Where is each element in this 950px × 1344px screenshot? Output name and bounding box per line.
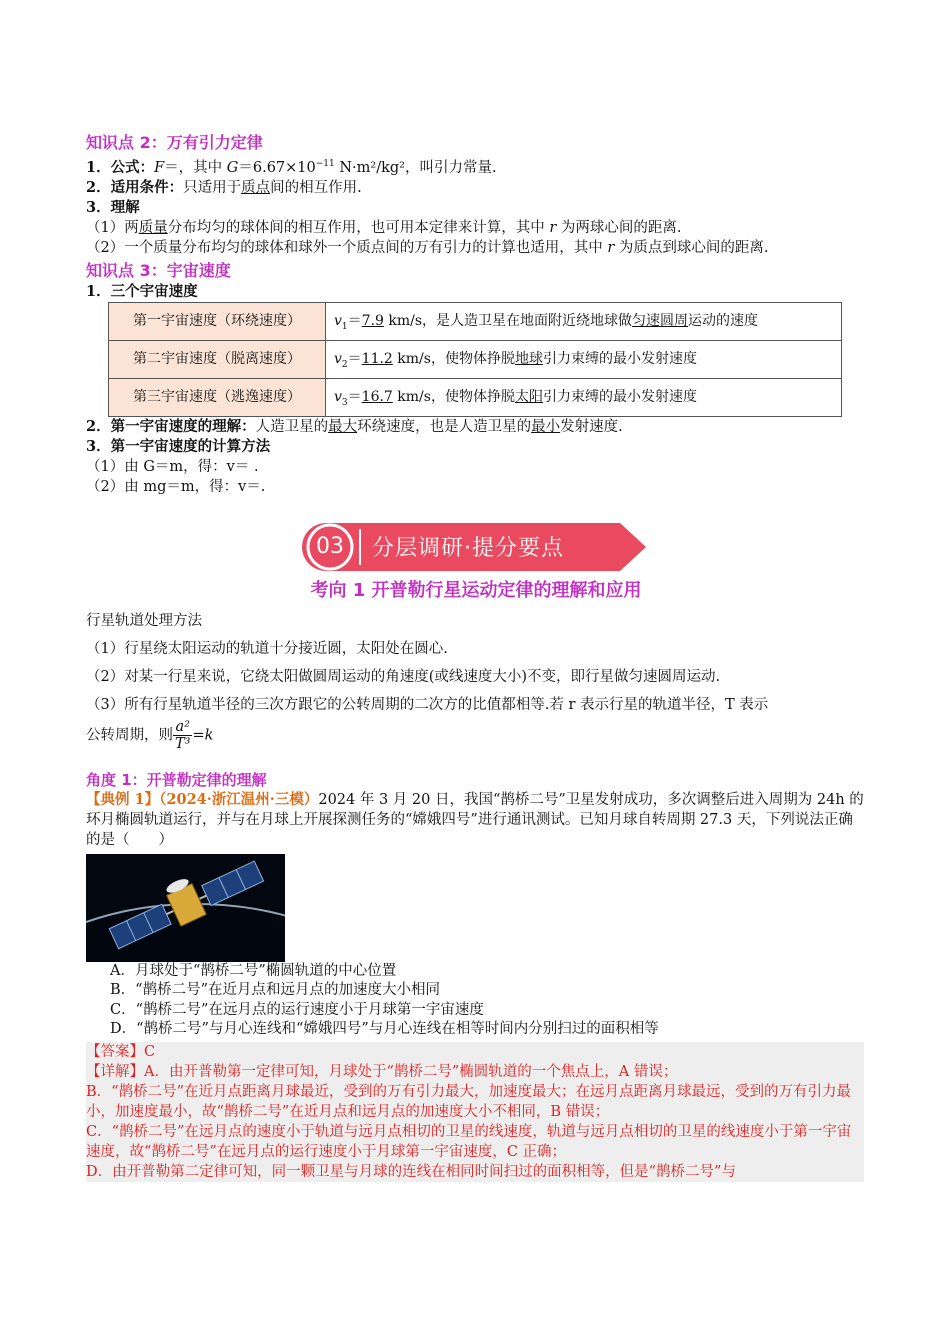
v-sub: 3 — [341, 398, 348, 409]
eq: ＝ — [347, 351, 362, 368]
eq: ＝ — [347, 313, 362, 330]
frac-top: a² — [173, 719, 192, 736]
formula-exp: −11 — [315, 159, 335, 169]
example-text — [86, 790, 866, 850]
table-cell-name: 第二宇宙速度（脱离速度） — [109, 340, 326, 378]
condition-underline: 质点 — [241, 179, 271, 196]
speed-value: 16.7 — [361, 389, 393, 406]
formula-t4: ＝6.67×10 — [238, 159, 316, 176]
angle1-title: 角度 1：开普勒定律的理解 — [86, 770, 267, 789]
eq: ＝ — [347, 389, 362, 406]
speed-unit: km/s，使物体挣脱 — [392, 351, 515, 368]
speed-rest: 运动的速度 — [688, 313, 759, 330]
u1-r: r — [549, 219, 557, 236]
condition-t1: 只适用于 — [183, 179, 242, 196]
kepler-fraction — [173, 719, 192, 752]
option-b: B．“鹊桥二号”在近月点和远月点的加速度大小相同 — [110, 982, 440, 999]
frac-bot: T³ — [175, 735, 191, 752]
calc-2: （2）由 mg＝m，得：v＝. — [86, 478, 266, 495]
banner-number: 03 — [316, 533, 344, 559]
method-3: （3）所有行星轨道半径的三次方跟它的公转周期的二次方的比值都相等.若 r 表示行星的轨道半径，T 表示 — [86, 696, 769, 713]
table-cell-name: 第三宇宙速度（逃逸速度） — [109, 378, 326, 416]
first-speed-label: 2．第一宇宙速度的理解： — [86, 417, 256, 435]
kp2-title: 知识点 2：万有引力定律 — [86, 133, 263, 152]
condition-t2: 间的相互作用. — [270, 179, 362, 196]
formula-line — [86, 154, 866, 178]
speed-underline: 匀速圆周 — [632, 313, 689, 330]
u1-u: 质量 — [138, 219, 168, 236]
u1-c: 为两球心间的距离. — [556, 219, 682, 236]
v-sub: 2 — [341, 360, 348, 371]
first-u2: 最小 — [531, 418, 561, 435]
detail-a: 【详解】A．由开普勒第一定律可知，月球处于“鹊桥二号”椭圆轨道的一个焦点上，A 错误； — [86, 1063, 678, 1080]
first-speed-line — [86, 417, 866, 437]
u2-a: （2）一个质量分布均匀的球体和球外一个质点间的万有引力的计算也适用，其中 — [86, 239, 608, 256]
v-sub: 1 — [341, 322, 348, 333]
formula-g: G — [226, 159, 239, 176]
formula-label: 1．公式： — [86, 158, 155, 176]
answer-box — [86, 1042, 864, 1182]
detail-b: B．“鹊桥二号”在近月点距离月球最近，受到的万有引力最大，加速度最大；在远月点距离月球最远，受到的万有引力最小，加速度最小，故“鹊桥二号”在近月点和远月点的加速度大小不相同，B 错误； — [86, 1083, 851, 1120]
table-cell-desc — [326, 378, 842, 416]
speed-table — [108, 302, 842, 417]
table-row — [109, 378, 842, 416]
calc-label: 3．第一宇宙速度的计算方法 — [86, 437, 271, 455]
u2-r: r — [607, 239, 615, 256]
method-4-text: 公转周期，则 — [86, 727, 173, 744]
speed-underline: 太阳 — [514, 389, 543, 406]
method-title: 行星轨道处理方法 — [86, 612, 202, 629]
satellite-image — [86, 854, 285, 962]
table-cell-desc — [326, 302, 842, 340]
u2-b: 为质点到球心间的距离. — [614, 239, 769, 256]
kx1-title: 考向 1 开普勒行星运动定律的理解和应用 — [310, 579, 642, 601]
method-2: （2）对某一行星来说，它绕太阳做圆周运动的角速度(或线速度大小)不变，即行星做匀速圆周运动. — [86, 668, 721, 685]
speed-value: 7.9 — [361, 313, 384, 330]
v-symbol: v — [334, 313, 342, 330]
detail-c: C．“鹊桥二号”在远月点的速度小于轨道与远月点相切的卫星的线速度，轨道与远月点相切的卫星的线速度小于第一宇宙速度，故“鹊桥二号”在远月点的运行速度小于月球第一宇宙速度，C 正确； — [86, 1123, 852, 1160]
three-speeds-label: 1．三个宇宙速度 — [86, 282, 198, 300]
option-d: D．“鹊桥二号”与月心连线和“嫦娥四号”与月心连线在相等时间内分别扫过的面积相等 — [110, 1021, 659, 1038]
table-row — [109, 302, 842, 340]
table-row — [109, 340, 842, 378]
first-c: 发射速度. — [560, 418, 623, 435]
u1-b: 分布均匀的球体间的相互作用，也可用本定律来计算，其中 — [167, 219, 550, 236]
speed-rest: 引力束缚的最小发射速度 — [542, 351, 697, 368]
option-c: C．“鹊桥二号”在远月点的运行速度小于月球第一宇宙速度 — [110, 1001, 484, 1018]
formula-t5: N·m²/kg²，叫引力常量. — [334, 159, 497, 176]
first-a: 人造卫星的 — [255, 418, 329, 435]
speed-rest: 引力束缚的最小发射速度 — [542, 389, 697, 406]
first-u1: 最大 — [328, 418, 358, 435]
detail-d: D．由开普勒第二定律可知，同一颗卫星与月球的连线在相同时间扫过的面积相等，但是“鹊桥二号”与 — [86, 1163, 736, 1180]
table-cell-desc — [326, 340, 842, 378]
condition-line — [86, 178, 866, 198]
formula-t2: ＝，其中 — [164, 159, 227, 176]
speed-unit: km/s，是人造卫星在地面附近绕地球做 — [383, 313, 633, 330]
formula-f: F — [154, 159, 165, 176]
method-4 — [86, 719, 866, 752]
condition-label: 2．适用条件： — [86, 178, 184, 196]
understand-1 — [86, 218, 866, 238]
example-source: （2024·浙江温州·三模） — [159, 790, 319, 808]
table-cell-name: 第一宇宙速度（环绕速度） — [109, 302, 326, 340]
kp3-title: 知识点 3：宇宙速度 — [86, 260, 231, 280]
understand-2 — [86, 238, 866, 258]
page-content — [86, 132, 866, 1182]
first-b: 环绕速度，也是人造卫星的 — [357, 418, 532, 435]
section-banner — [300, 521, 652, 573]
method-1: （1）行星绕太阳运动的轨道十分接近圆，太阳处在圆心. — [86, 640, 448, 657]
option-a: A．月球处于“鹊桥二号”椭圆轨道的中心位置 — [110, 962, 397, 979]
understand-label: 3．理解 — [86, 198, 140, 216]
banner-text: 分层调研·提分要点 — [372, 535, 564, 561]
u1-a: （1）两 — [86, 219, 139, 236]
speed-unit: km/s，使物体挣脱 — [392, 389, 515, 406]
example-body: 2024 年 3 月 20 日，我国“鹊桥二号”卫星发射成功，多次调整后进入周期为 24h 的环月椭圆轨道运行，并与在月球上开展探测任务的“嫦娥四号”进行通讯测试。已知月球自转周期 27.3 天，下列说法正确的是（ ） — [86, 791, 864, 848]
frac-rest: =k — [192, 727, 214, 744]
speed-value: 11.2 — [361, 351, 393, 368]
example-label: 【典例 1】 — [86, 790, 160, 808]
options-list — [110, 962, 866, 1040]
calc-1: （1）由 G＝m，得：v＝ . — [86, 458, 259, 475]
speed-underline: 地球 — [514, 351, 543, 368]
v-symbol: v — [334, 389, 342, 406]
v-symbol: v — [334, 351, 342, 368]
answer-line: 【答案】C — [86, 1043, 156, 1060]
